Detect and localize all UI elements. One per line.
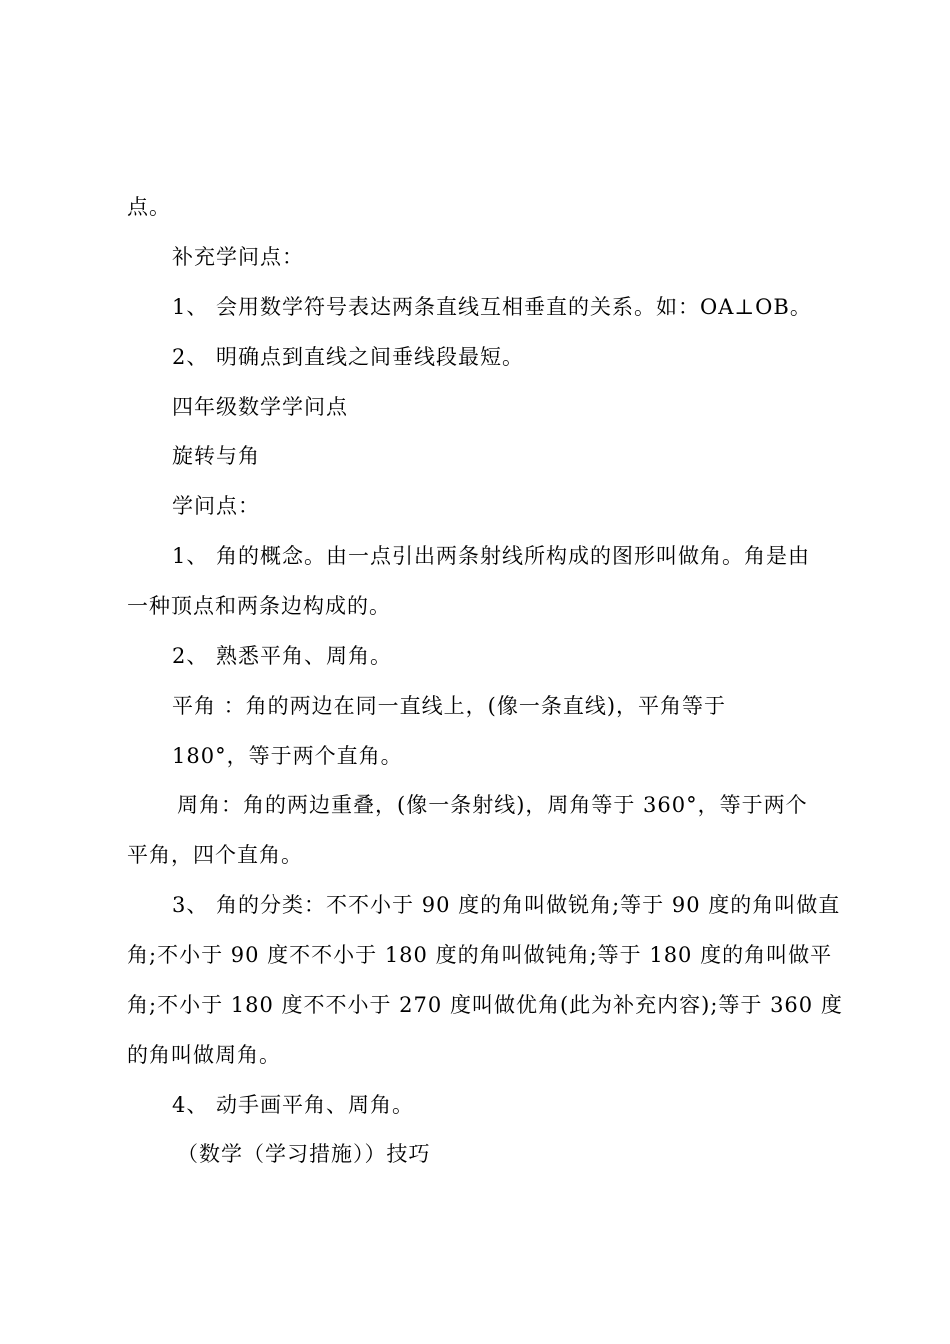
text-line-6: 旋转与角 xyxy=(172,444,260,468)
text-line-1: 点。 xyxy=(127,195,171,219)
text-line-9: 一种顶点和两条边构成的。 xyxy=(127,594,391,618)
text-line-15: 3、 角的分类：不不小于 90 度的角叫做锐角;等于 90 度的角叫做直 xyxy=(172,893,841,917)
text-line-14: 平角，四个直角。 xyxy=(127,843,303,867)
text-line-20: （数学（学习措施））技巧 xyxy=(177,1142,431,1166)
text-line-4: 2、 明确点到直线之间垂线段最短。 xyxy=(172,345,525,369)
text-line-11: 平角 ：角的两边在同一直线上，(像一条直线)，平角等于 xyxy=(172,694,727,718)
text-line-7: 学问点： xyxy=(172,494,260,518)
text-line-3: 1、 会用数学符号表达两条直线互相垂直的关系。如：OA⊥OB。 xyxy=(172,295,812,319)
text-line-2: 补充学问点： xyxy=(172,245,304,269)
text-line-19: 4、 动手画平角、周角。 xyxy=(172,1093,415,1117)
text-line-16: 角;不小于 90 度不不小于 180 度的角叫做钝角;等于 180 度的角叫做平 xyxy=(127,943,833,967)
text-line-13: 周角：角的两边重叠，(像一条射线)，周角等于 360°，等于两个 xyxy=(177,793,808,817)
text-line-8: 1、 角的概念。由一点引出两条射线所构成的图形叫做角。角是由 xyxy=(172,544,811,568)
text-line-10: 2、 熟悉平角、周角。 xyxy=(172,644,393,668)
text-line-5: 四年级数学学问点 xyxy=(172,395,348,419)
text-line-12: 180°，等于两个直角。 xyxy=(172,744,403,768)
text-line-17: 角;不小于 180 度不不小于 270 度叫做优角(此为补充内容);等于 360 度 xyxy=(127,993,843,1017)
text-line-18: 的角叫做周角。 xyxy=(127,1043,281,1067)
